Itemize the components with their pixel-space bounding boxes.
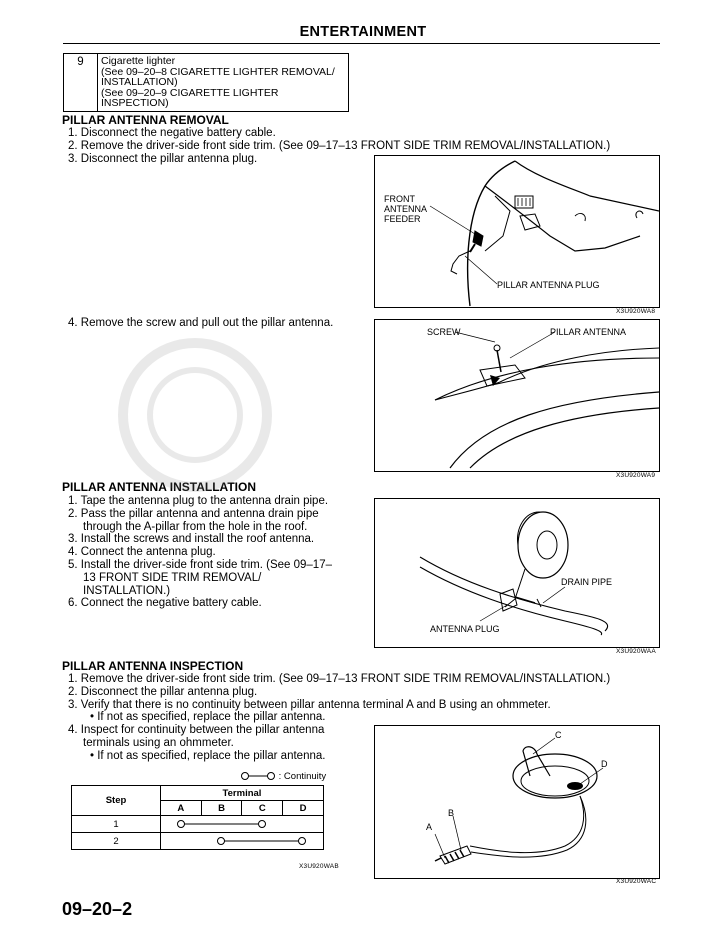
label-antenna-plug: ANTENNA PLUG [430, 624, 500, 634]
label-line: ANTENNA [384, 204, 428, 214]
continuity-legend [240, 771, 326, 782]
step: 4. Connect the antenna plug. [68, 546, 216, 559]
drain-pipe-illustration [375, 499, 659, 647]
reference-line: (See 09–20–9 CIGARETTE LIGHTER [101, 86, 279, 99]
reference-line: INSTALLATION) [101, 76, 178, 89]
terminal-header: Terminal [161, 786, 324, 801]
page-title: ENTERTAINMENT [299, 24, 427, 40]
step: 2. Pass the pillar antenna and antenna drain pipe [68, 507, 319, 520]
terminal-b: B [201, 801, 242, 816]
page-number: 09–20–2 [62, 899, 133, 919]
continuity-line-b-d [161, 834, 323, 848]
label-line: FRONT [384, 194, 415, 204]
figure-code: X3U920WAA [616, 648, 656, 655]
reference-table [63, 53, 349, 112]
terminal-c: C [242, 801, 283, 816]
label-line: FEEDER [384, 214, 421, 224]
antenna-terminals-illustration [375, 726, 659, 878]
figure-antenna-terminals [374, 725, 660, 879]
step: 4. Inspect for continuity between the pillar antenna [68, 724, 325, 737]
step: 1. Tape the antenna plug to the antenna drain pipe. [68, 495, 329, 507]
figure-drain-pipe [374, 498, 660, 648]
removal-step-4: 4. Remove the screw and pull out the pillar antenna. [68, 317, 334, 329]
step: 5. Install the driver-side front side trim. (See 09–17– [68, 558, 332, 571]
screw-antenna-illustration [375, 320, 659, 471]
label-terminal-a: A [426, 822, 433, 832]
step-2: 2 [72, 833, 161, 850]
continuity-line-a-c [161, 817, 323, 831]
label-front-antenna-feeder [384, 194, 427, 224]
row-2-continuity [161, 833, 324, 850]
removal-heading: PILLAR ANTENNA REMOVAL [62, 113, 229, 127]
step-1: 1 [72, 816, 161, 833]
step: 1. Disconnect the negative battery cable. [68, 127, 276, 139]
label-terminal-c: C [555, 730, 562, 740]
reference-number: 9 [64, 54, 98, 111]
step: 1. Remove the driver-side front side trim. (See 09–17–13 FRONT SIDE TRIM REMOVAL/INSTALLATION.) [68, 673, 611, 685]
figure-code: X3U920WAC [616, 878, 657, 885]
step: 2. Disconnect the pillar antenna plug. [68, 685, 258, 698]
reference-text [101, 56, 345, 109]
step: 2. Remove the driver-side front side trim. (See 09–17–13 FRONT SIDE TRIM REMOVAL/INSTALLATION.) [68, 139, 611, 152]
figure-screw-antenna [374, 319, 660, 472]
step-continued: terminals using an ohmmeter. [83, 736, 234, 749]
step-continued: through the A-pillar from the hole in the roof. [83, 520, 308, 533]
figure-code: X3U920WAB [299, 863, 339, 870]
figure-code: X3U920WA8 [616, 308, 656, 315]
step: 3. Disconnect the pillar antenna plug. [68, 152, 258, 165]
bullet-note: • If not as specified, replace the pillar antenna. [90, 749, 326, 762]
row-1-continuity [161, 816, 324, 833]
step-continued: 13 FRONT SIDE TRIM REMOVAL/ [83, 571, 262, 584]
label-terminal-d: D [601, 759, 608, 769]
step-continued: INSTALLATION.) [83, 584, 171, 597]
terminal-d: D [283, 801, 324, 816]
label-terminal-b: B [448, 808, 455, 818]
label-pillar-antenna: PILLAR ANTENNA [550, 327, 627, 337]
reference-line: (See 09–20–8 CIGARETTE LIGHTER REMOVAL/ [101, 65, 335, 78]
step: 3. Verify that there is no continuity between pillar antenna terminal A and B using an ohmmeter. [68, 698, 551, 711]
continuity-legend-text: : Continuity [278, 771, 327, 782]
step: 3. Install the screws and install the roof antenna. [68, 533, 315, 546]
header-rule [63, 43, 660, 44]
step-header: Step [72, 786, 161, 816]
terminal-a: A [161, 801, 202, 816]
figure-antenna-plug [374, 155, 660, 308]
label-screw: SCREW [427, 327, 461, 337]
step: 6. Connect the negative battery cable. [68, 597, 262, 610]
bullet-note: • If not as specified, replace the pillar antenna. [90, 711, 326, 724]
installation-heading: PILLAR ANTENNA INSTALLATION [62, 480, 256, 494]
continuity-symbol-icon [240, 771, 276, 781]
installation-steps [68, 495, 332, 610]
continuity-table [71, 785, 324, 850]
reference-line: INSPECTION) [101, 97, 169, 110]
label-pillar-antenna-plug: PILLAR ANTENNA PLUG [497, 280, 600, 290]
inspection-heading: PILLAR ANTENNA INSPECTION [62, 659, 244, 673]
label-drain-pipe: DRAIN PIPE [561, 577, 613, 587]
reference-line: Cigarette lighter [101, 55, 176, 67]
figure-code: X3U920WA9 [616, 472, 656, 479]
